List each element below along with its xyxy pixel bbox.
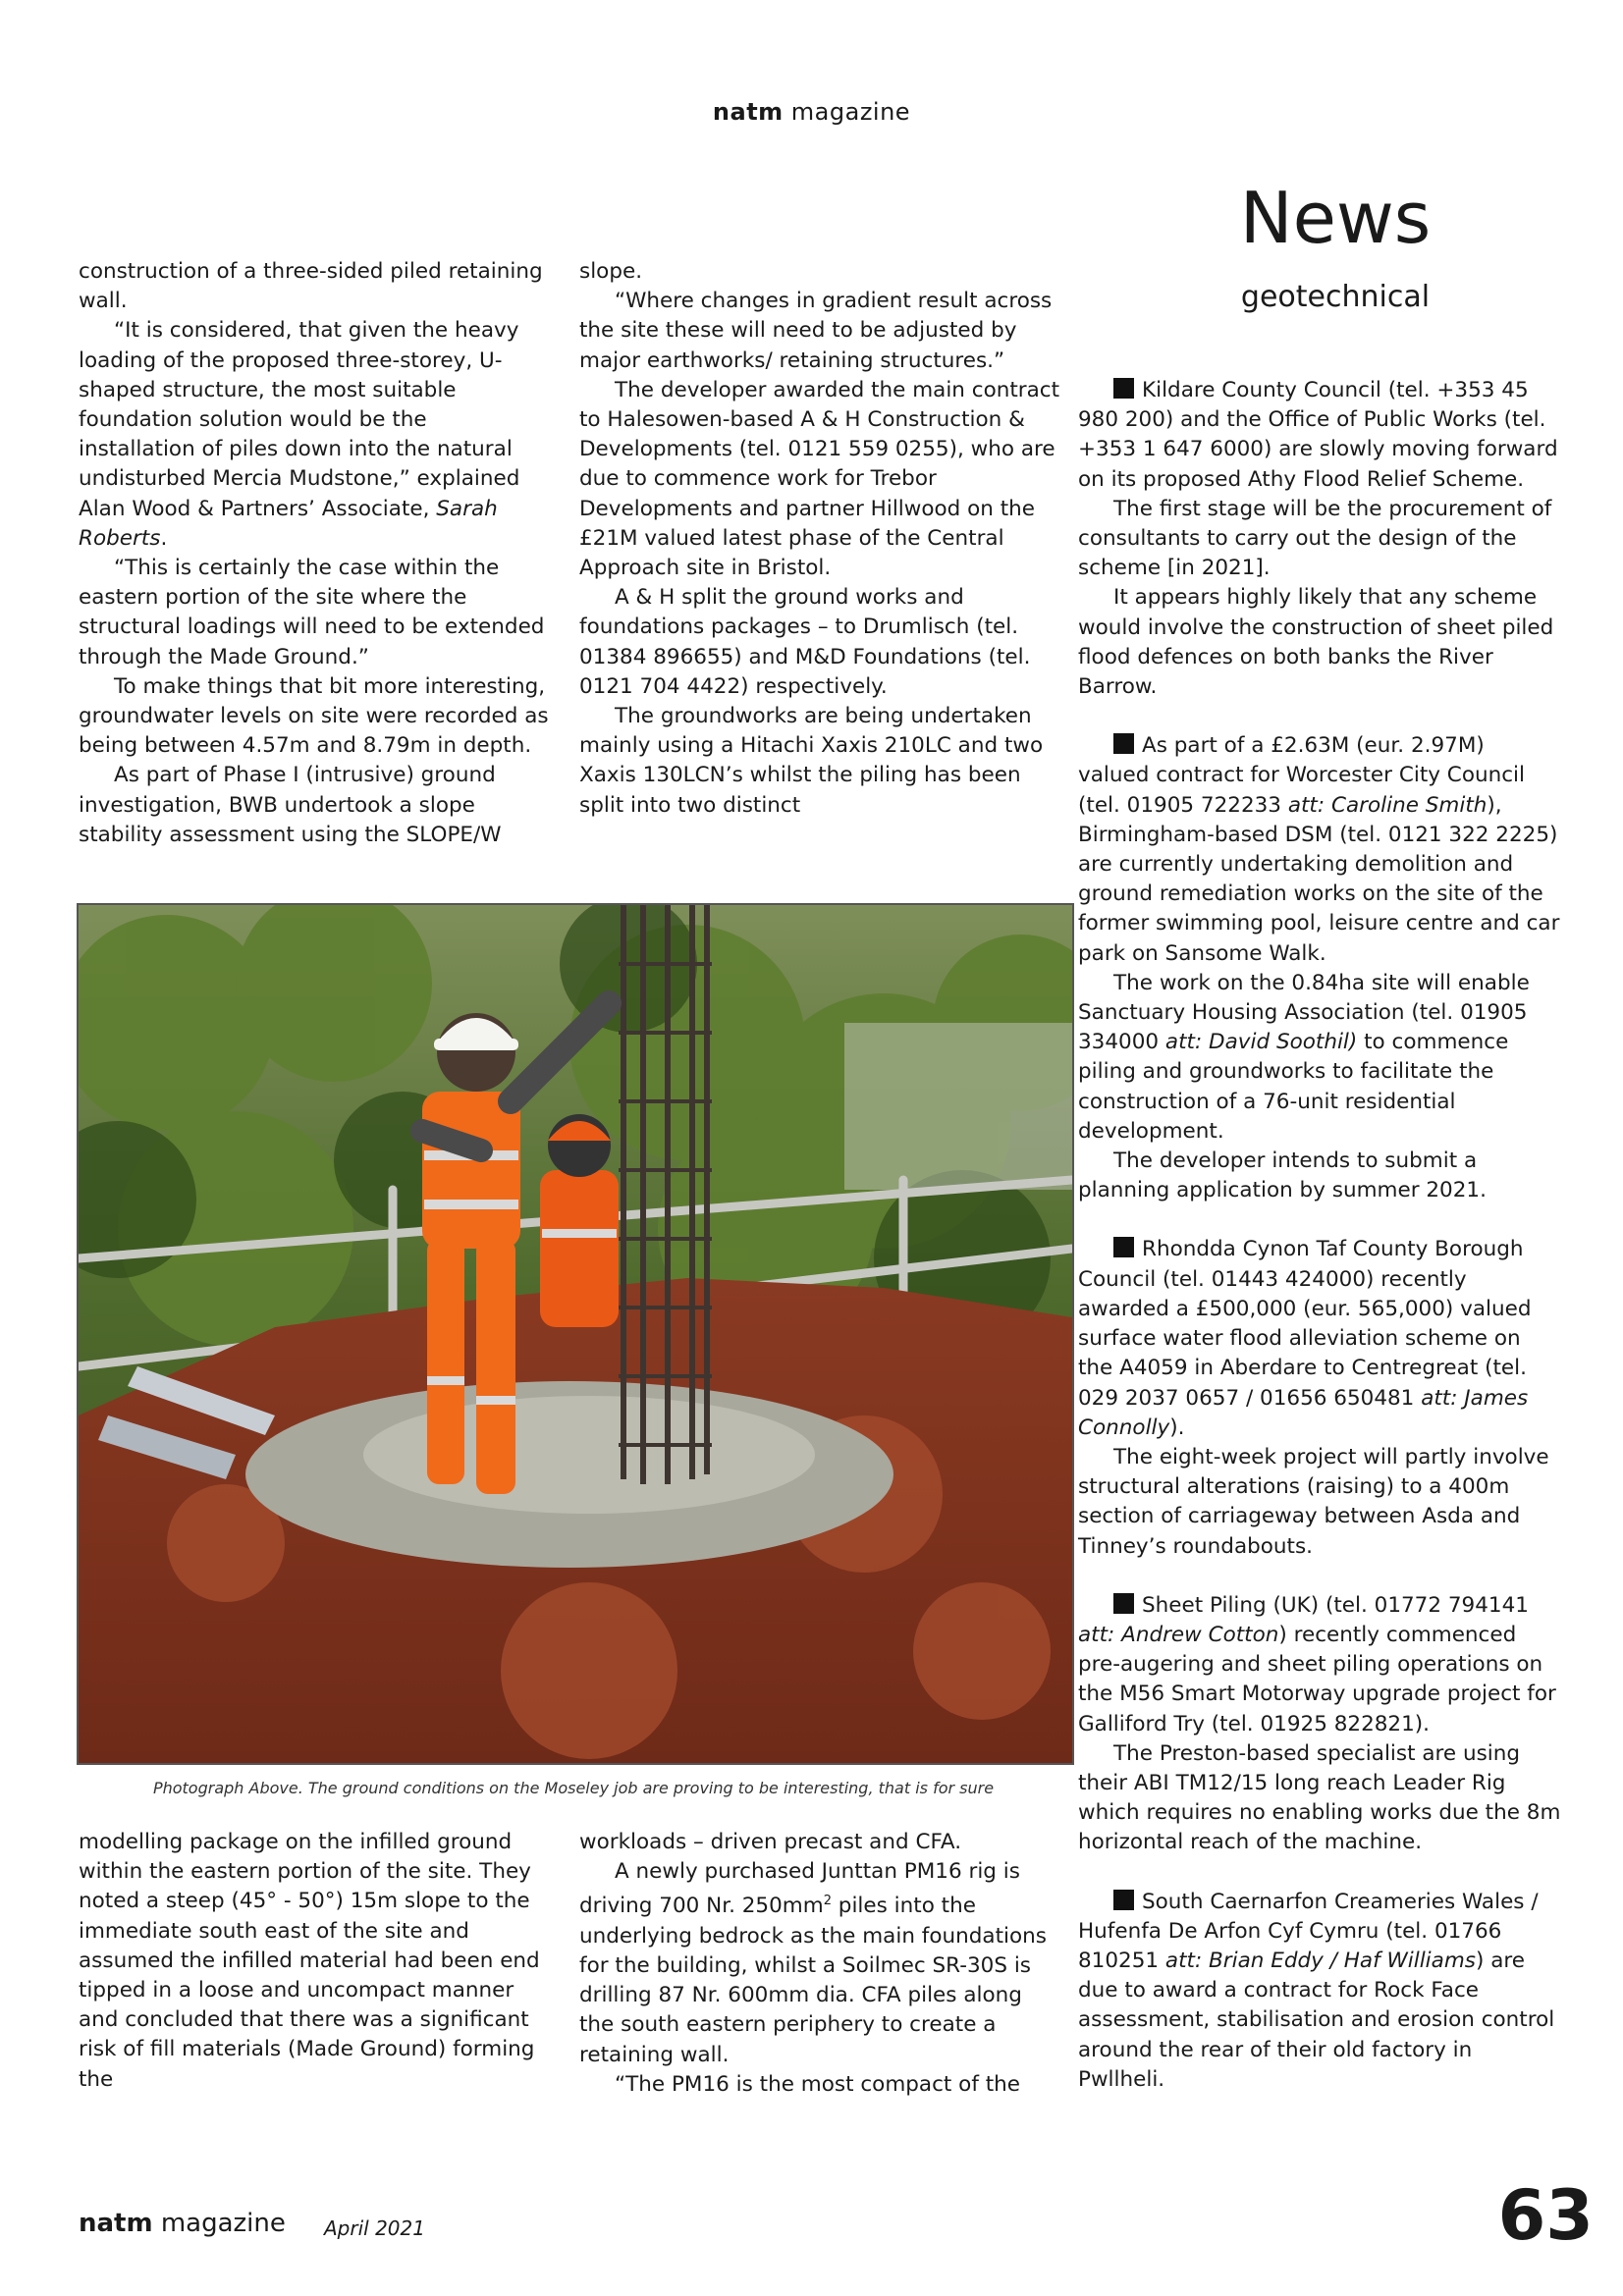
paragraph: A newly purchased Junttan PM16 rig is driving 700 Nr. $250mm^2$ piles into the underlying bedrock as the main foundations for the building, whilst a Soilmec SR-30S is drilling 87 Nr. 600mm dia. CFA piles along the south eastern periphery to create a retaining wall. <box>579 1859 1047 2067</box>
header-brand-rest: magazine <box>783 98 911 126</box>
news-item-rhondda: Rhondda Cynon Taf County Borough Council (tel. 01443 424000) recently awarded a £500,000 (eur. 565,000) valued surface water flood alleviation scheme on the A4059 in Aberdare to Centregreat (tel. 029 2037 0657 / 01656 650481 att: James Connolly). <box>1078 1237 1532 1440</box>
page-number: 63 <box>1497 2175 1594 2256</box>
paragraph: workloads – driven precast and CFA. <box>579 1830 962 1854</box>
site-photograph <box>77 903 1074 1765</box>
paragraph: “This is certainly the case within the eastern portion of the site where the structural loadings will need to be extended through the Made Ground.” <box>79 556 545 669</box>
paragraph: To make things that bit more interesting, groundwater levels on site were recorded as being between 4.57m and 8.79m in depth. <box>79 673 549 759</box>
paragraph: “It is considered, that given the heavy loading of the proposed three-storey, U-shaped structure, the most suitable foundation solution would be the installation of piles down into the natural undisturbed Mercia Mudstone,” explained Alan Wood & Partners’ Associate, Sarah Roberts. <box>79 318 520 551</box>
column-1-top <box>79 257 550 850</box>
column-1-bottom <box>79 1828 550 2095</box>
column-2-top <box>579 257 1060 821</box>
paragraph-text: “It is considered, that given the heavy loading of the proposed three-storey, U-shaped structure, the most suitable foundation solution would be the installation of piles down into the natural undisturbed Mercia Mudstone,” explained Alan Wood & Partners’ Associate, <box>79 318 520 521</box>
superscript: 2 <box>823 1894 832 1909</box>
paragraph: “The PM16 is the most compact of the <box>615 2071 1021 2097</box>
person-name: Sarah Roberts <box>79 496 498 551</box>
paragraph: It appears highly likely that any scheme would involve the construction of sheet piled flood defences on both banks the River Barrow. <box>1078 585 1554 700</box>
paragraph: As part of Phase I (intrusive) ground investigation, BWB undertook a slope stability assessment using the SLOPE/W <box>79 763 502 847</box>
paragraph: The developer intends to submit a planning application by summer 2021. <box>1078 1148 1487 1203</box>
paragraph: construction of a three-sided piled retaining wall. <box>79 259 543 314</box>
news-column <box>1078 376 1561 2095</box>
photo-caption: Photograph Above. The ground conditions on the Moseley job are proving to be interesting, that is for sure <box>152 1779 995 1797</box>
section-title: News <box>1239 177 1432 259</box>
paragraph: A & H split the ground works and foundations packages – to Drumlisch (tel. 01384 896655) and M&D Foundations (tel. 0121 704 4422) respectively. <box>579 585 1031 699</box>
paragraph: The Preston-based specialist are using their ABI TM12/15 long reach Leader Rig which requires no enabling works due the 8m horizontal reach of the machine. <box>1078 1740 1561 1855</box>
news-item-kildare: Kildare County Council (tel. +353 45 980 200) and the Office of Public Works (tel. +353 1 647 6000) are slowly moving forward on its proposed Athy Flood Relief Scheme. <box>1078 378 1558 492</box>
paragraph: slope. <box>579 259 643 284</box>
footer-brand: natm magazine <box>79 2209 286 2238</box>
paragraph: The groundworks are being undertaken mainly using a Hitachi Xaxis 210LC and two Xaxis 130LCN’s whilst the piling has been split into two distinct <box>579 704 1044 818</box>
paragraph: The developer awarded the main contract to Halesowen-based A & H Construction & Developments (tel. 0121 559 0255), who are due to commence work for Trebor Developments and partner Hillwood on the £21M valued latest phase of the Central Approach site in Bristol. <box>579 377 1060 581</box>
square-bullet-icon <box>1113 733 1134 754</box>
paragraph: “Where changes in gradient result across the site these will need to be adjusted by major earthworks/ retaining structures.” <box>579 289 1053 373</box>
square-bullet-icon <box>1113 1237 1134 1257</box>
running-header <box>0 98 1623 126</box>
column-2-bottom <box>579 1828 1060 2100</box>
paragraph: The first stage will be the procurement of consultants to carry out the design of the scheme [in 2021]. <box>1078 496 1552 581</box>
paragraph: The eight-week project will partly involve structural alterations (raising) to a 400m section of carriageway between Asda and Tinney’s roundabouts. <box>1078 1444 1549 1559</box>
news-item-creameries: South Caernarfon Creameries Wales / Hufenfa De Arfon Cyf Cymru (tel. 01766 810251 att: Brian Eddy / Haf Williams) are due to award a contract for Rock Face assessment, stabilisation and erosion control around the rear of their old factory in Pwllheli. <box>1078 1889 1555 2092</box>
news-item-sheet-piling: Sheet Piling (UK) (tel. 01772 794141 att: Andrew Cotton) recently commenced pre-augering and sheet piling operations on the M56 Smart Motorway upgrade project for Galliford Try (tel. 01925 822821). <box>1078 1592 1556 1736</box>
paragraph: The work on the 0.84ha site will enable Sanctuary Housing Association (tel. 01905 334000 att: David Soothil) to commence piling and groundworks to facilitate the construction of a 76-unit residential development. <box>1078 970 1530 1144</box>
news-item-worcester: As part of a £2.63M (eur. 2.97M) valued contract for Worcester City Council (tel. 01905 722233 att: Caroline Smith), Birmingham-based DSM (tel. 0121 322 2225) are currently undertaking demolition and ground remediation works on the site of the former swimming pool, leisure centre and car park on Sansome Walk. <box>1078 733 1560 966</box>
square-bullet-icon <box>1113 378 1134 399</box>
header-brand-bold: natm <box>712 98 784 126</box>
section-subtitle: geotechnical <box>1240 280 1431 314</box>
issue-date: April 2021 <box>324 2216 425 2240</box>
square-bullet-icon <box>1113 1890 1134 1910</box>
paragraph: modelling package on the infilled ground within the eastern portion of the site. They noted a steep (45° - 50°) 15m slope to the immediate south east of the site and assumed the infilled material had been end tipped in a loose and uncompact manner and concluded that there was a significant risk of fill materials (Made Ground) forming the <box>79 1830 540 2092</box>
square-bullet-icon <box>1113 1593 1134 1614</box>
